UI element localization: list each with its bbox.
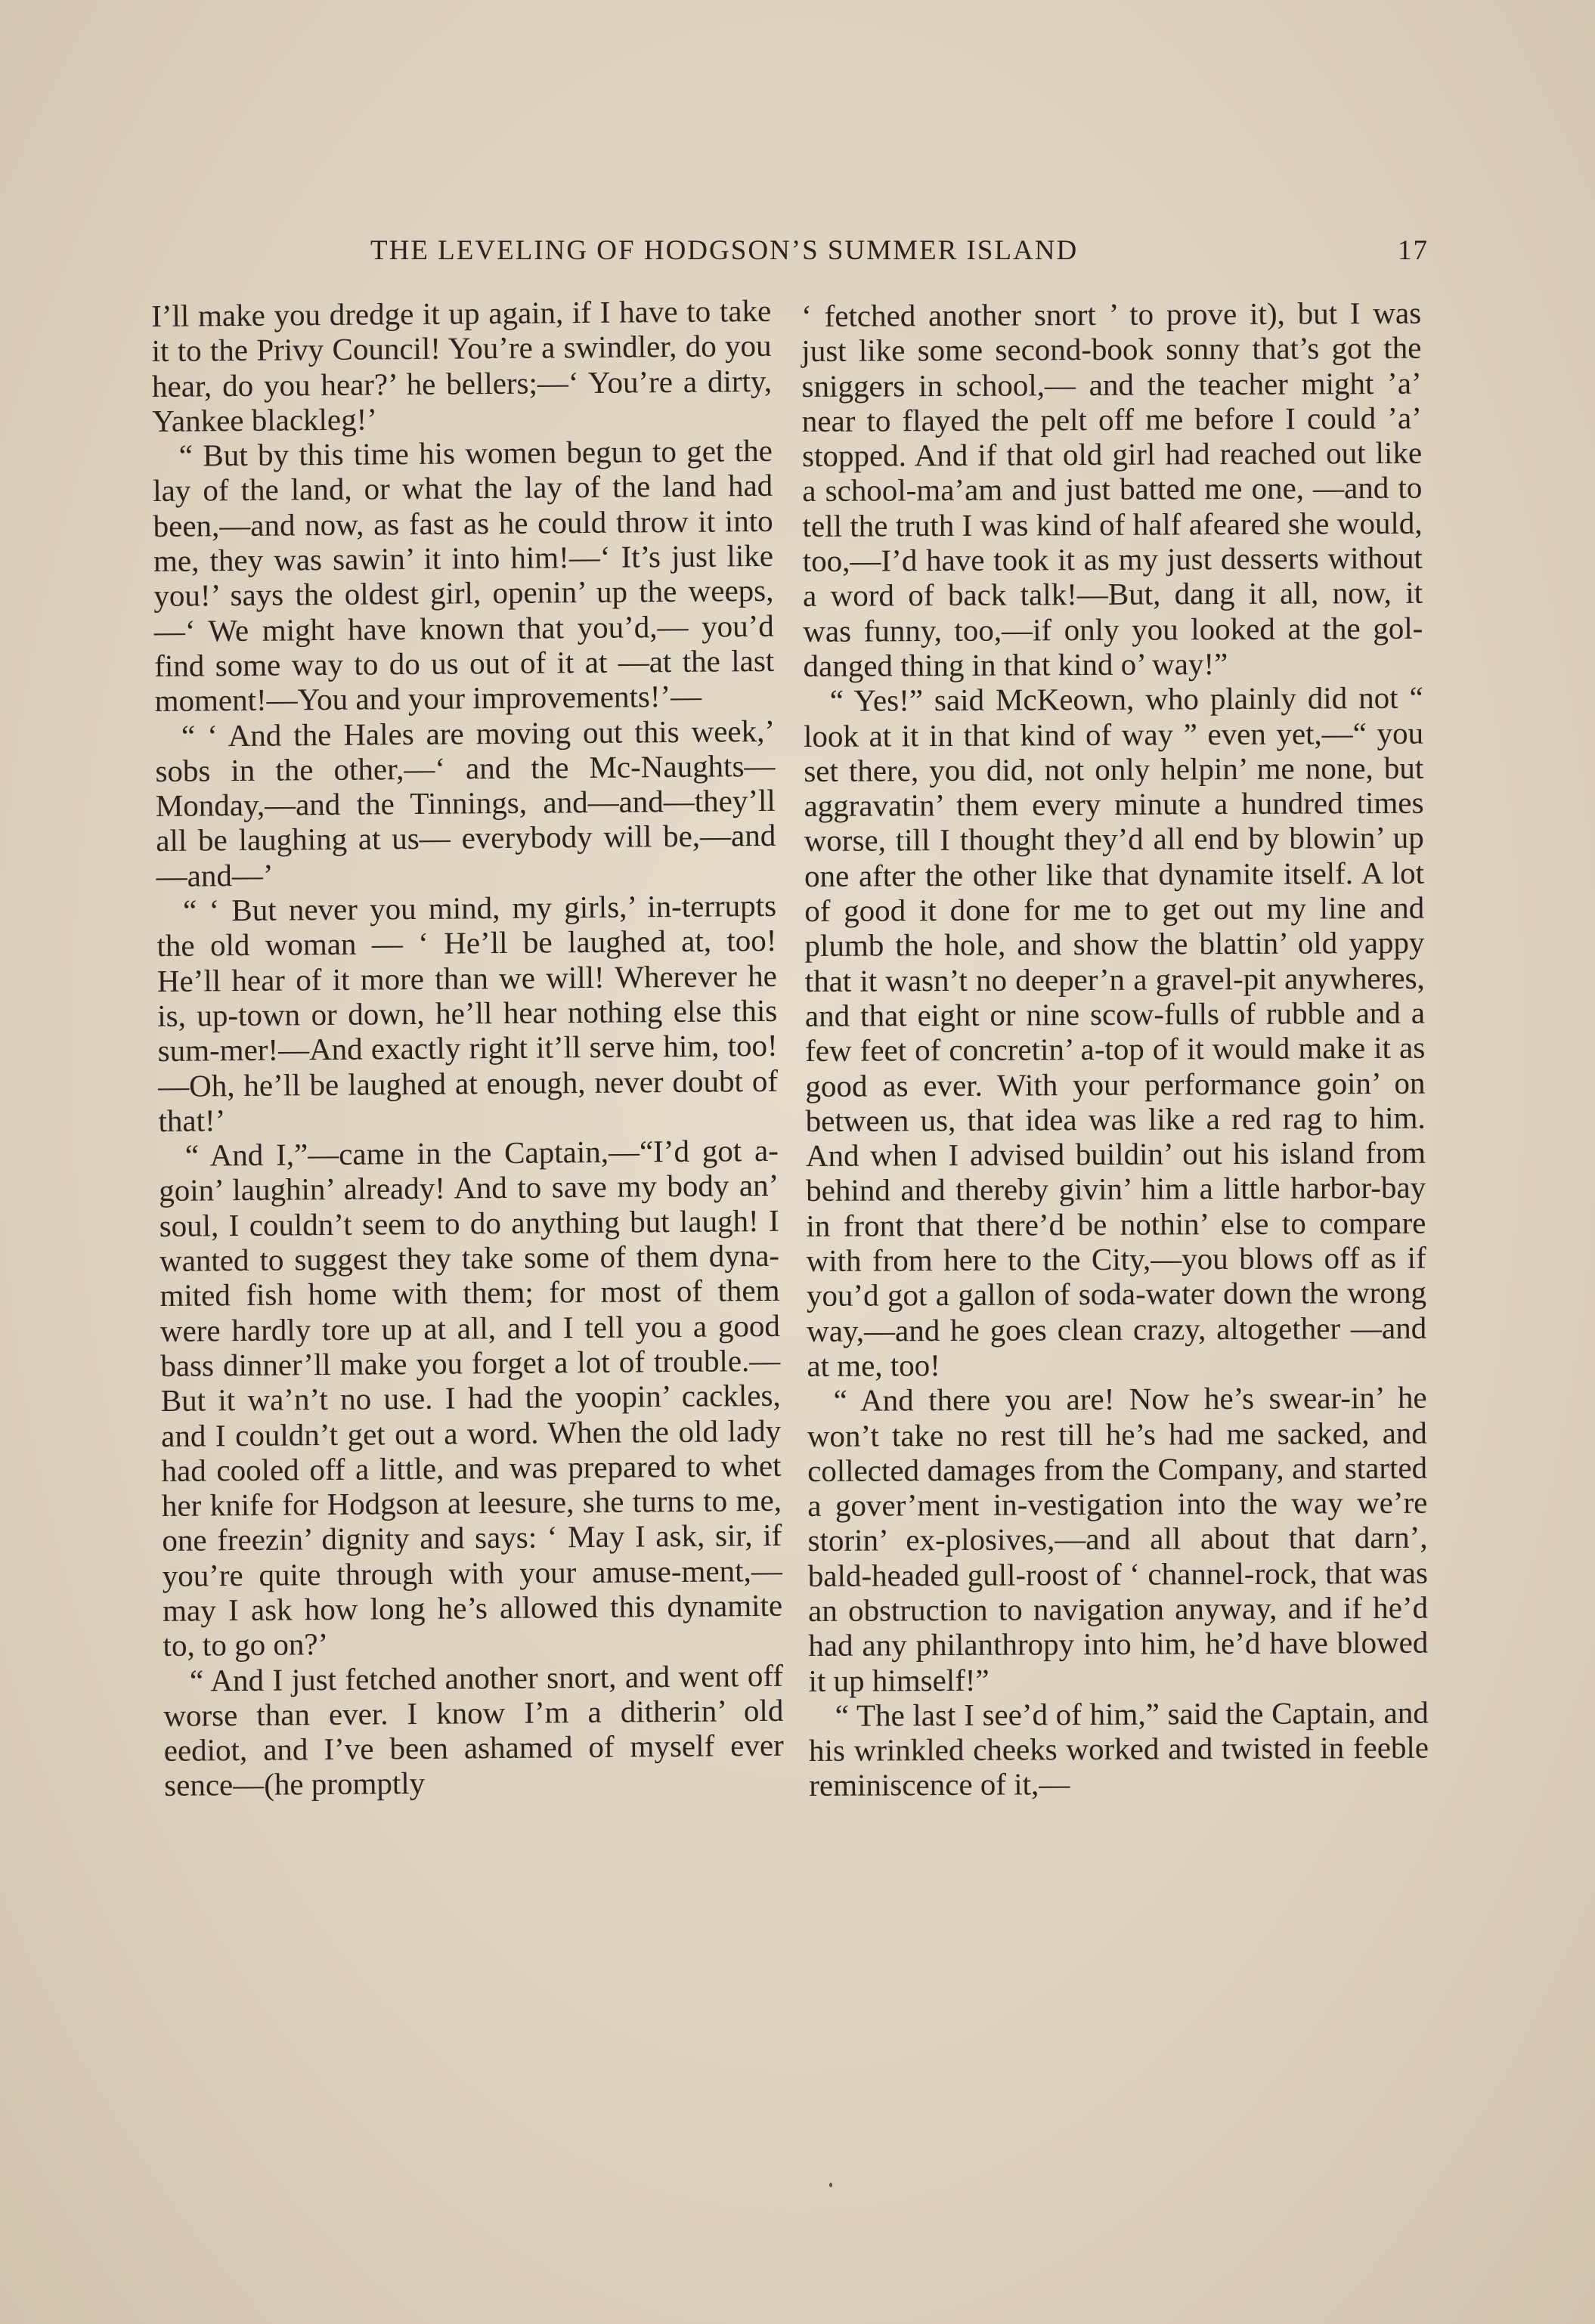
paragraph: ‘ fetched another snort ’ to prove it), but I was just like some second-book sonny that’s got the sniggers in school,— and the teacher might ’a’ near to flayed the pelt off me before I could ’a’ stopped. And if that old girl had reached out like a school-ma’am and just batted me one, —and to tell the truth I was kind of half afeared she would, too,—I’d have took it as my just desserts without a word of back talk!—But, dang it all, now, it was funny, too,—if only you looked at the gol-danged thing in that kind o’ way!” xyxy=(801,295,1423,683)
page-number: 17 xyxy=(1398,235,1429,266)
paragraph: “ And I,”—came in the Captain,—“I’d got a-goin’ laughin’ already! And to save my body an’ soul, I couldn’t seem to do anything but laugh! I wanted to suggest they take some of them dyna-mited fish home with them; for most of them were hardly tore up at all, and I tell you a good bass dinner’ll make you forget a lot of trouble.—But it wa’n’t no use. I had the yoopin’ cackles, and I couldn’t get out a word. When the old lady had cooled off a little, and was prepared to whet her knife for Hodgson at leesure, she turns to me, one freezin’ dignity and says: ‘ May I ask, sir, if you’re quite through with your amuse-ment,—may I ask how long he’s allowed this dynamite to, to go on?’ xyxy=(159,1132,783,1663)
paragraph: I’ll make you dredge it up again, if I have to take it to the Privy Council! You’re a swindler, do you hear, do you hear?’ he bellers;—‘ You’re a dirty, Yankee blackleg!’ xyxy=(151,292,773,438)
paragraph: “ ‘ And the Hales are moving out this week,’ sobs in the other,—‘ and the Mc-Naughts—Monday,—and the Tinnings, and—and—they’ll all be laughing at us— everybody will be,—and—and—’ xyxy=(155,713,776,893)
paragraph: “ But by this time his women begun to get the lay of the land, or what the lay of the land had been,—and now, as fast as he could throw it into me, they was sawin’ it into him!—‘ It’s just like you!’ says the oldest girl, openin’ up the weeps, —‘ We might have known that you’d,— you’d find some way to do us out of it at —at the last moment!—You and your improvements!’— xyxy=(153,433,775,719)
paragraph: “ ‘ But never you mind, my girls,’ in-terrupts the old woman — ‘ He’ll be laughed at, too! He’ll hear of it more than we will! Wherever he is, up-town or down, he’ll hear nothing else this sum-mer!—And exactly right it’ll serve him, too!—Oh, he’ll be laughed at enough, never doubt of that!’ xyxy=(156,887,779,1138)
left-column xyxy=(151,293,784,1803)
paragraph: “ And there you are! Now he’s swear-in’ he won’t take no rest till he’s had me sacked, and collected damages from the Company, and started a gover’ment in-vestigation into the way we’re storin’ ex-plosives,—and all about that darn’, bald-headed gull-roost of ‘ channel-rock, that was an obstruction to navigation anyway, and if he’d had any philanthropy into him, he’d have blowed it up himself!” xyxy=(807,1379,1429,1698)
paragraph: “ And I just fetched another snort, and went off worse than ever. I know I’m a ditherin’ old eediot, and I’ve been ashamed of myself ever sence—(he promptly xyxy=(163,1657,784,1803)
right-column xyxy=(801,296,1429,1803)
paragraph: “ Yes!” said McKeown, who plainly did not “ look at it in that kind of way ” even yet,—“ you set there, you did, not only helpin’ me none, but aggravatin’ them every minute a hundred times worse, till I thought they’d all end by blowin’ up one after the other like that dynamite itself. A lot of good it done for me to get out my line and plumb the hole, and show the blattin’ old yappy that it wasn’t no deeper’n a gravel-pit anywheres, and that eight or nine scow-fulls of rubble and a few feet of concretin’ a-top of it would make it as good as ever. With your performance goin’ on between us, that idea was like a red rag to him. And when I advised buildin’ out his island from behind and thereby givin’ him a little harbor-bay in front that there’d be nothin’ else to compare with from here to the City,—you blows off as if you’d got a gallon of soda-water down the wrong way,—and he goes clean crazy, altogether —and at me, too! xyxy=(803,679,1427,1383)
paper-speck xyxy=(829,2183,832,2187)
running-title: THE LEVELING OF HODGSON’S SUMMER ISLAND xyxy=(370,235,1079,266)
running-head xyxy=(370,234,1429,272)
paragraph: “ The last I see’d of him,” said the Captain, and his wrinkled cheeks worked and twisted in feeble reminiscence of it,— xyxy=(808,1694,1429,1803)
